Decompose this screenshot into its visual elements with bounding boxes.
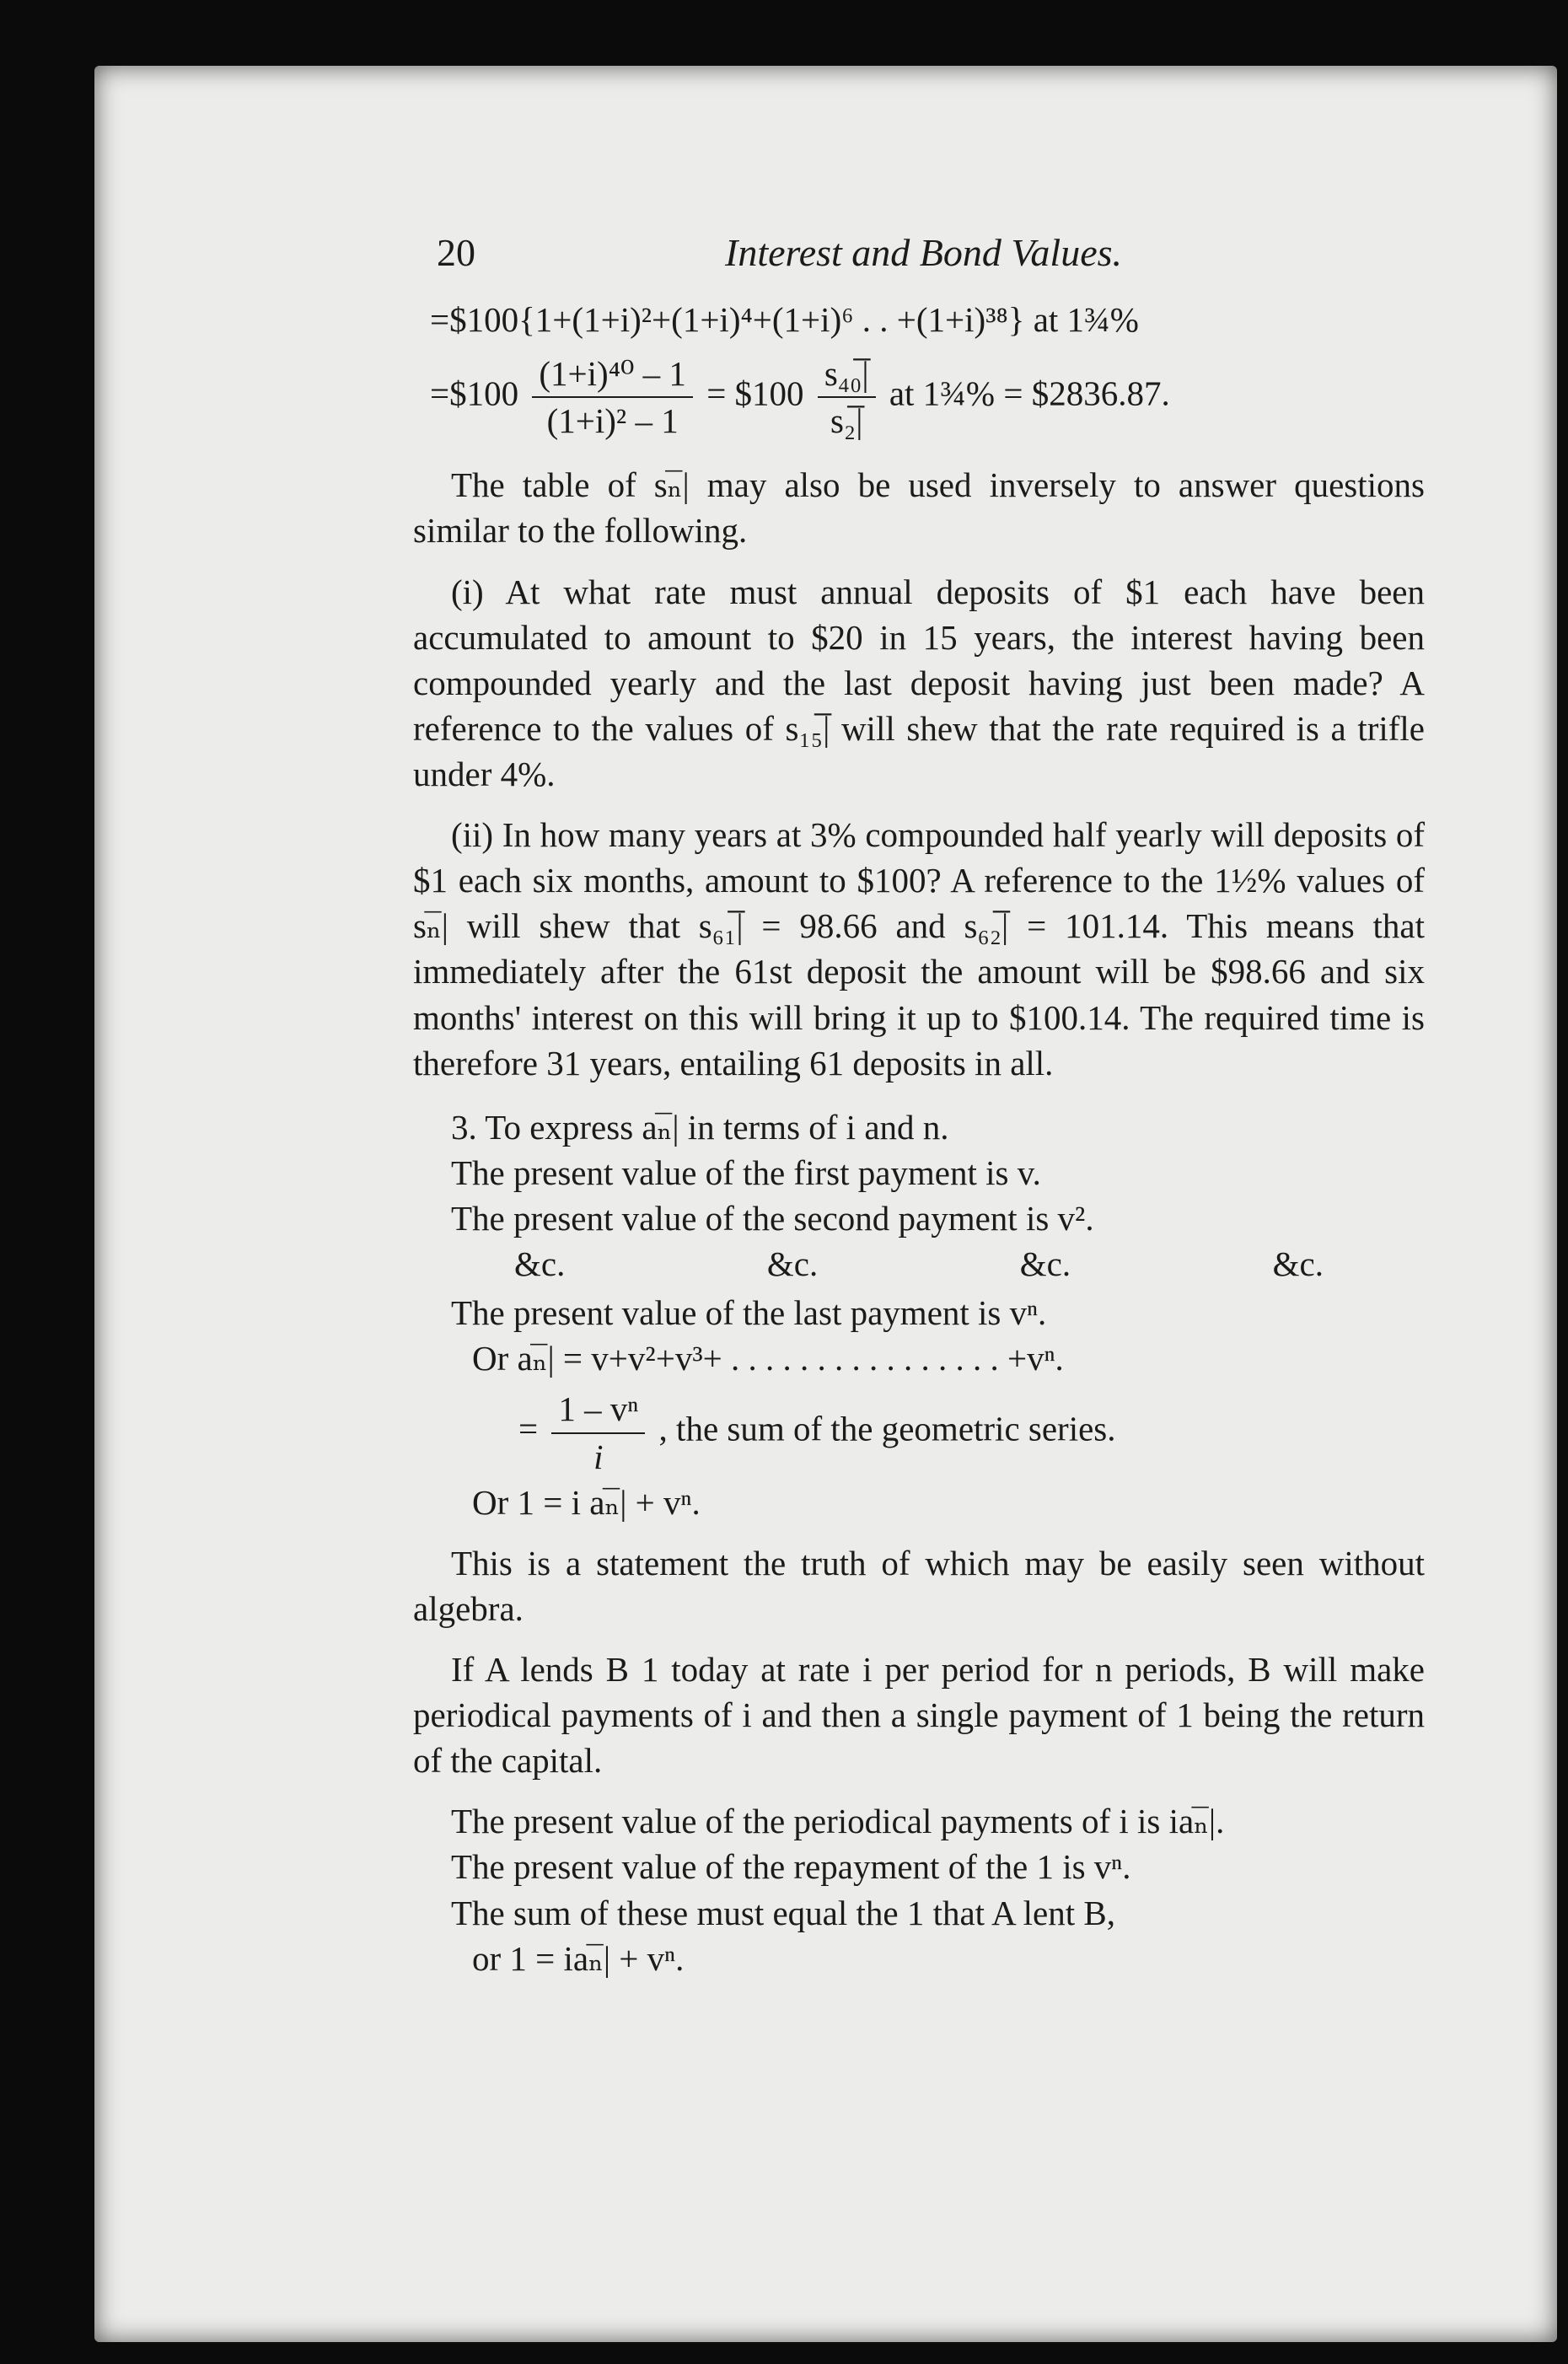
section-3 (413, 1104, 1425, 1525)
repayment-line: The present value of the repayment of the 1 is vⁿ. (451, 1847, 1131, 1887)
eq2-prefix: =$100 (430, 373, 519, 413)
eq2-numerator: (1+i)⁴⁰ – 1 (532, 351, 693, 398)
eq2-denominator: (1+i)² – 1 (546, 401, 679, 441)
last-payment-line: The present value of the last payment is vⁿ. (451, 1293, 1047, 1333)
eq2-suffix: at 1¾% = $2836.87. (889, 373, 1170, 413)
etc-2: &c. (766, 1244, 819, 1284)
eq2-numerator-2: s₄₀̅| (818, 351, 876, 398)
sum-line: The sum of these must equal the 1 that A lent B, (451, 1893, 1115, 1932)
geometric-fraction (551, 1386, 645, 1479)
etc-row (514, 1241, 1324, 1287)
paragraph-example-i: (i) At what rate must annual deposits of $1 each have been accumulated to amount to $20 in 15 years, the interest having been compounded yearly and the last deposit having just been made? A reference to the values of s₁₅̅| will shew that the rate required is a trifle under 4%. (413, 572, 1425, 793)
etc-1: &c. (514, 1244, 566, 1284)
identity-line: Or 1 = i aₙ̅| + vⁿ. (472, 1482, 701, 1522)
etc-3: &c. (1019, 1244, 1071, 1284)
paragraph-lending: If A lends B 1 today at rate i per period for n periods, B will make periodical payments of i and then a single payment of 1 being the return of the capital. (413, 1649, 1425, 1781)
eq2-fraction (532, 351, 693, 443)
eq2-mid: = $100 (706, 373, 804, 413)
geometric-denominator: i (593, 1437, 604, 1476)
geometric-series-line (518, 1386, 1425, 1479)
equation-fraction (430, 351, 1425, 443)
eq2-fraction-2 (818, 351, 876, 443)
final-identity-line: or 1 = iaₙ̅| + vⁿ. (472, 1938, 685, 1978)
page-content (413, 228, 1425, 1981)
eq2-denominator-2: s₂̅| (830, 401, 863, 441)
section-3-heading: 3. To express aₙ̅| in terms of i and n. (451, 1107, 949, 1147)
paragraph-statement: This is a statement the truth of which may be easily seen without algebra. (413, 1543, 1425, 1628)
line5-prefix: = (518, 1409, 539, 1448)
paragraph-example-ii: (ii) In how many years at 3% compounded half yearly will deposits of $1 each six months, amount to $100? A reference to the 1½% values of sₙ̅| will shew that s₆₁̅| = 98.66 and s₆₂̅| = 101.14. This means that immediately after the 61st deposit the amount will be $98.66 and six months' interest on this will bring it up to $100.14. The required time is therefore 31 years, entailing 61 deposits in all. (413, 815, 1425, 1083)
equation-series: =$100{1+(1+i)²+(1+i)⁴+(1+i)⁶ . . +(1+i)³⁸} at 1¾% (430, 300, 1139, 339)
annuity-sum-line: Or aₙ̅| = v+v²+v³+ . . . . . . . . . . . . . . . . +vⁿ. (472, 1339, 1064, 1378)
page-header (413, 228, 1425, 287)
page-number: 20 (437, 231, 475, 274)
second-payment-line: The present value of the second payment is v². (451, 1198, 1094, 1238)
paragraph-table-use: The table of sₙ̅| may also be used inversely to answer questions similar to the following. (413, 465, 1425, 551)
periodical-payments-line: The present value of the periodical payments of i is iaₙ̅|. (451, 1802, 1225, 1841)
running-title: Interest and Bond Values. (725, 231, 1123, 274)
etc-4: &c. (1272, 1244, 1324, 1284)
first-payment-line: The present value of the first payment is v. (451, 1152, 1041, 1192)
line5-suffix: , the sum of the geometric series. (658, 1409, 1116, 1448)
geometric-numerator: 1 – vⁿ (551, 1386, 645, 1433)
